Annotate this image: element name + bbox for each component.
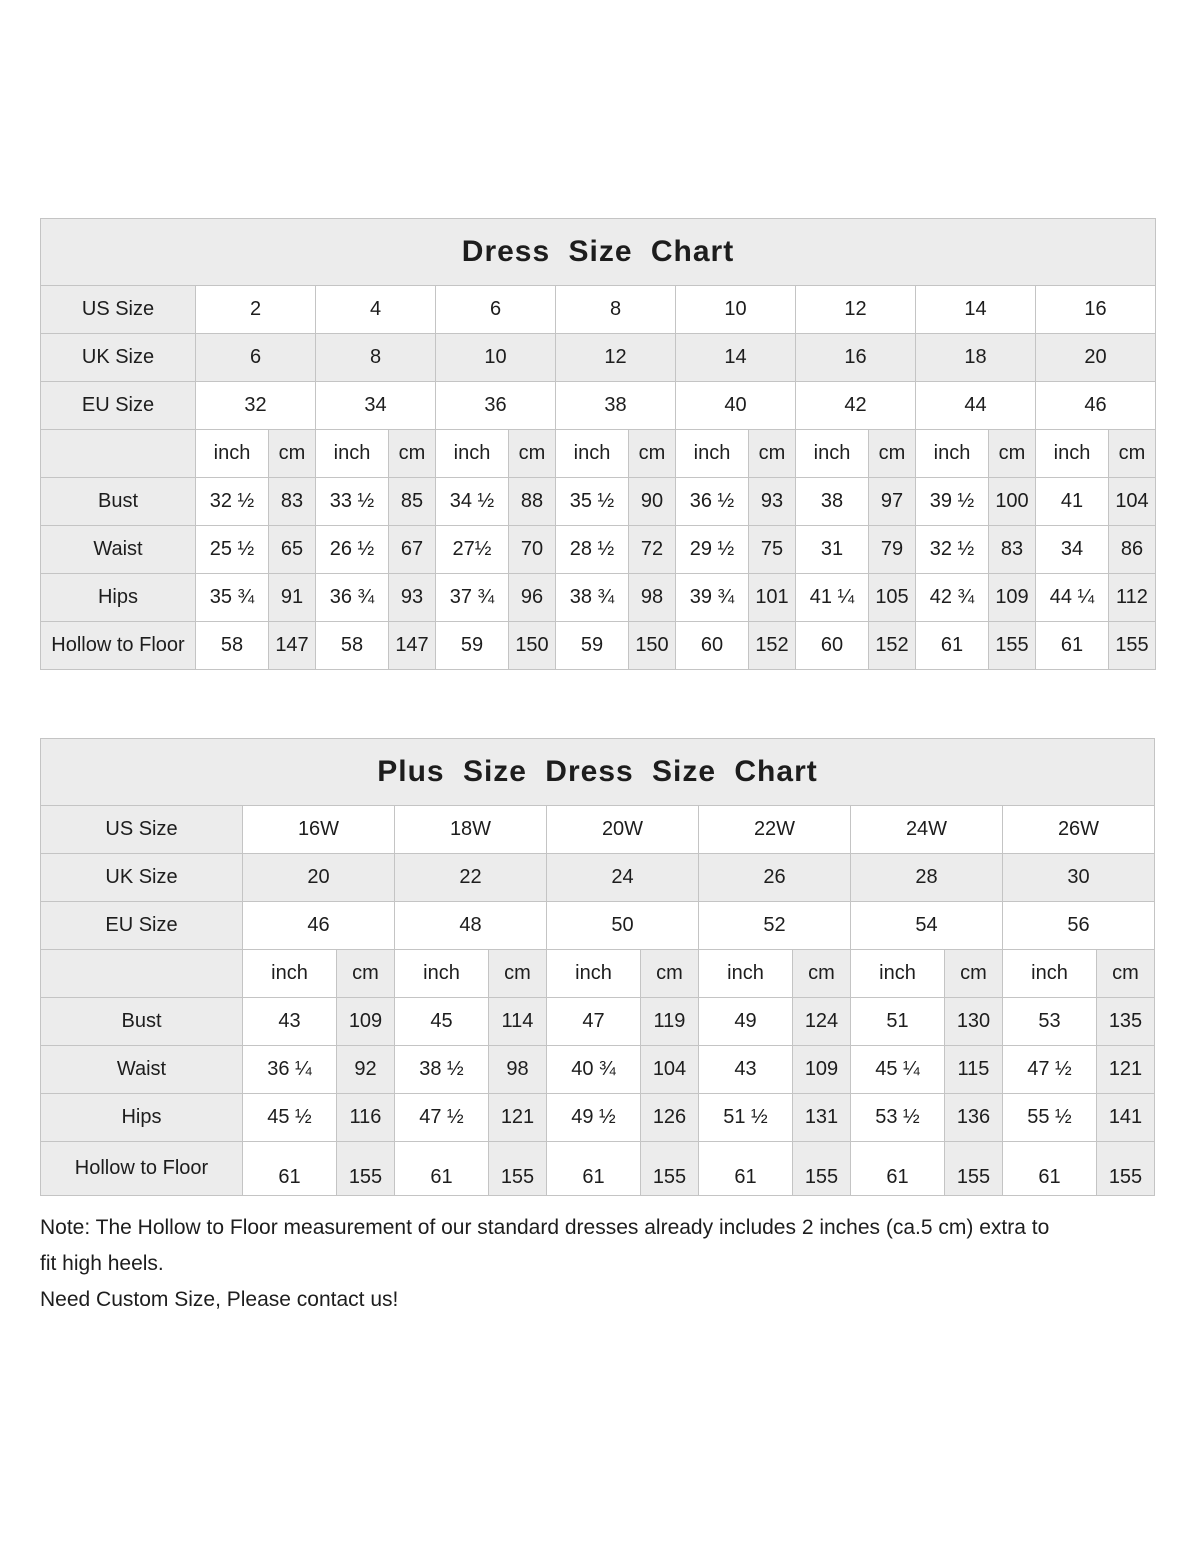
bust-row bbox=[41, 478, 1156, 526]
waist-inch-value: 43 bbox=[699, 1046, 793, 1094]
unit-inch-header: inch bbox=[851, 950, 945, 998]
us-size-value: 4 bbox=[316, 286, 436, 334]
unit-cm-header: cm bbox=[489, 950, 547, 998]
hips-inch-value: 47 ½ bbox=[395, 1094, 489, 1142]
unit-header-row bbox=[41, 950, 1155, 998]
hollow-cm-value: 147 bbox=[269, 622, 316, 670]
unit-cm-header: cm bbox=[641, 950, 699, 998]
unit-cm-header: cm bbox=[869, 430, 916, 478]
bust-inch-value: 34 ½ bbox=[436, 478, 509, 526]
hips-cm-value: 121 bbox=[489, 1094, 547, 1142]
bust-inch-value: 51 bbox=[851, 998, 945, 1046]
us-size-value: 26W bbox=[1003, 806, 1155, 854]
unit-inch-header: inch bbox=[1003, 950, 1097, 998]
hips-cm-value: 93 bbox=[389, 574, 436, 622]
unit-inch-header: inch bbox=[243, 950, 337, 998]
unit-cm-header: cm bbox=[793, 950, 851, 998]
bust-inch-value: 38 bbox=[796, 478, 869, 526]
eu-size-value: 46 bbox=[243, 902, 395, 950]
unit-inch-header: inch bbox=[196, 430, 269, 478]
row-label-uk-size: UK Size bbox=[41, 334, 196, 382]
unit-inch-header: inch bbox=[699, 950, 793, 998]
waist-cm-value: 115 bbox=[945, 1046, 1003, 1094]
unit-inch-header: inch bbox=[916, 430, 989, 478]
waist-cm-value: 121 bbox=[1097, 1046, 1155, 1094]
hips-inch-value: 44 ¼ bbox=[1036, 574, 1109, 622]
hips-cm-value: 116 bbox=[337, 1094, 395, 1142]
hips-row bbox=[41, 1094, 1155, 1142]
eu-size-value: 54 bbox=[851, 902, 1003, 950]
uk-size-value: 20 bbox=[1036, 334, 1156, 382]
hollow-inch-value: 61 bbox=[916, 622, 989, 670]
waist-inch-value: 26 ½ bbox=[316, 526, 389, 574]
bust-cm-value: 119 bbox=[641, 998, 699, 1046]
row-label-waist: Waist bbox=[41, 526, 196, 574]
unit-header-row bbox=[41, 430, 1156, 478]
hollow-to-floor-row bbox=[41, 622, 1156, 670]
unit-cm-header: cm bbox=[945, 950, 1003, 998]
hips-inch-value: 39 ¾ bbox=[676, 574, 749, 622]
waist-row bbox=[41, 1046, 1155, 1094]
empty-corner-cell bbox=[41, 950, 243, 998]
hips-inch-value: 45 ½ bbox=[243, 1094, 337, 1142]
hips-inch-value: 53 ½ bbox=[851, 1094, 945, 1142]
hips-inch-value: 36 ¾ bbox=[316, 574, 389, 622]
eu-size-value: 52 bbox=[699, 902, 851, 950]
bust-inch-value: 32 ½ bbox=[196, 478, 269, 526]
unit-cm-header: cm bbox=[337, 950, 395, 998]
waist-inch-value: 25 ½ bbox=[196, 526, 269, 574]
us-size-value: 14 bbox=[916, 286, 1036, 334]
unit-inch-header: inch bbox=[395, 950, 489, 998]
uk-size-value: 12 bbox=[556, 334, 676, 382]
bust-inch-value: 33 ½ bbox=[316, 478, 389, 526]
row-label-hollow-to-floor: Hollow to Floor bbox=[41, 622, 196, 670]
bust-inch-value: 45 bbox=[395, 998, 489, 1046]
hollow-inch-value: 59 bbox=[556, 622, 629, 670]
hollow-cm-value: 152 bbox=[749, 622, 796, 670]
eu-size-value: 32 bbox=[196, 382, 316, 430]
us-size-value: 10 bbox=[676, 286, 796, 334]
eu-size-value: 56 bbox=[1003, 902, 1155, 950]
us-size-value: 18W bbox=[395, 806, 547, 854]
bust-cm-value: 100 bbox=[989, 478, 1036, 526]
uk-size-value: 22 bbox=[395, 854, 547, 902]
waist-row bbox=[41, 526, 1156, 574]
hips-cm-value: 105 bbox=[869, 574, 916, 622]
hips-inch-value: 55 ½ bbox=[1003, 1094, 1097, 1142]
unit-inch-header: inch bbox=[1036, 430, 1109, 478]
dress-size-chart-table bbox=[40, 218, 1156, 670]
bust-cm-value: 130 bbox=[945, 998, 1003, 1046]
waist-inch-value: 29 ½ bbox=[676, 526, 749, 574]
unit-cm-header: cm bbox=[1109, 430, 1156, 478]
bust-cm-value: 135 bbox=[1097, 998, 1155, 1046]
row-label-waist: Waist bbox=[41, 1046, 243, 1094]
waist-cm-value: 98 bbox=[489, 1046, 547, 1094]
eu-size-value: 48 bbox=[395, 902, 547, 950]
hips-row bbox=[41, 574, 1156, 622]
waist-inch-value: 32 ½ bbox=[916, 526, 989, 574]
unit-cm-header: cm bbox=[509, 430, 556, 478]
hips-cm-value: 109 bbox=[989, 574, 1036, 622]
unit-inch-header: inch bbox=[316, 430, 389, 478]
bust-cm-value: 88 bbox=[509, 478, 556, 526]
row-label-uk-size: UK Size bbox=[41, 854, 243, 902]
bust-cm-value: 83 bbox=[269, 478, 316, 526]
bust-cm-value: 114 bbox=[489, 998, 547, 1046]
hips-cm-value: 112 bbox=[1109, 574, 1156, 622]
hollow-inch-value: 61 bbox=[699, 1142, 793, 1196]
eu-size-value: 40 bbox=[676, 382, 796, 430]
hips-inch-value: 42 ¾ bbox=[916, 574, 989, 622]
waist-cm-value: 75 bbox=[749, 526, 796, 574]
uk-size-row bbox=[41, 854, 1155, 902]
uk-size-value: 10 bbox=[436, 334, 556, 382]
us-size-row bbox=[41, 806, 1155, 854]
hips-cm-value: 91 bbox=[269, 574, 316, 622]
us-size-value: 20W bbox=[547, 806, 699, 854]
row-label-bust: Bust bbox=[41, 478, 196, 526]
hips-cm-value: 126 bbox=[641, 1094, 699, 1142]
uk-size-value: 30 bbox=[1003, 854, 1155, 902]
uk-size-value: 28 bbox=[851, 854, 1003, 902]
eu-size-value: 36 bbox=[436, 382, 556, 430]
unit-cm-header: cm bbox=[389, 430, 436, 478]
uk-size-value: 14 bbox=[676, 334, 796, 382]
waist-inch-value: 38 ½ bbox=[395, 1046, 489, 1094]
uk-size-value: 20 bbox=[243, 854, 395, 902]
row-label-hips: Hips bbox=[41, 1094, 243, 1142]
bust-cm-value: 104 bbox=[1109, 478, 1156, 526]
hollow-cm-value: 147 bbox=[389, 622, 436, 670]
hollow-inch-value: 61 bbox=[395, 1142, 489, 1196]
row-label-eu-size: EU Size bbox=[41, 902, 243, 950]
us-size-value: 6 bbox=[436, 286, 556, 334]
us-size-value: 8 bbox=[556, 286, 676, 334]
bust-inch-value: 39 ½ bbox=[916, 478, 989, 526]
unit-cm-header: cm bbox=[1097, 950, 1155, 998]
hips-cm-value: 136 bbox=[945, 1094, 1003, 1142]
waist-cm-value: 92 bbox=[337, 1046, 395, 1094]
hollow-inch-value: 61 bbox=[851, 1142, 945, 1196]
hips-inch-value: 37 ¾ bbox=[436, 574, 509, 622]
waist-cm-value: 109 bbox=[793, 1046, 851, 1094]
unit-cm-header: cm bbox=[629, 430, 676, 478]
plus-size-chart-table bbox=[40, 738, 1155, 1196]
waist-inch-value: 47 ½ bbox=[1003, 1046, 1097, 1094]
uk-size-value: 18 bbox=[916, 334, 1036, 382]
hollow-inch-value: 61 bbox=[243, 1142, 337, 1196]
note-text bbox=[40, 1210, 1160, 1318]
bust-inch-value: 43 bbox=[243, 998, 337, 1046]
row-label-us-size: US Size bbox=[41, 286, 196, 334]
hips-inch-value: 38 ¾ bbox=[556, 574, 629, 622]
eu-size-value: 34 bbox=[316, 382, 436, 430]
uk-size-value: 16 bbox=[796, 334, 916, 382]
note-line-3: Need Custom Size, Please contact us! bbox=[40, 1288, 399, 1311]
hollow-inch-value: 60 bbox=[676, 622, 749, 670]
bust-cm-value: 90 bbox=[629, 478, 676, 526]
chart-title: Plus Size Dress Size Chart bbox=[41, 739, 1155, 806]
row-label-hips: Hips bbox=[41, 574, 196, 622]
eu-size-value: 46 bbox=[1036, 382, 1156, 430]
hollow-inch-value: 60 bbox=[796, 622, 869, 670]
chart-title: Dress Size Chart bbox=[41, 219, 1156, 286]
row-label-eu-size: EU Size bbox=[41, 382, 196, 430]
hollow-inch-value: 58 bbox=[316, 622, 389, 670]
us-size-value: 16W bbox=[243, 806, 395, 854]
us-size-value: 16 bbox=[1036, 286, 1156, 334]
eu-size-row bbox=[41, 902, 1155, 950]
waist-inch-value: 28 ½ bbox=[556, 526, 629, 574]
bust-cm-value: 109 bbox=[337, 998, 395, 1046]
bust-inch-value: 47 bbox=[547, 998, 641, 1046]
uk-size-value: 6 bbox=[196, 334, 316, 382]
unit-inch-header: inch bbox=[547, 950, 641, 998]
hollow-cm-value: 150 bbox=[509, 622, 556, 670]
hollow-to-floor-row bbox=[41, 1142, 1155, 1196]
row-label-us-size: US Size bbox=[41, 806, 243, 854]
us-size-row bbox=[41, 286, 1156, 334]
us-size-value: 2 bbox=[196, 286, 316, 334]
eu-size-value: 50 bbox=[547, 902, 699, 950]
bust-cm-value: 85 bbox=[389, 478, 436, 526]
waist-inch-value: 27½ bbox=[436, 526, 509, 574]
uk-size-value: 8 bbox=[316, 334, 436, 382]
hollow-cm-value: 155 bbox=[793, 1142, 851, 1196]
us-size-value: 12 bbox=[796, 286, 916, 334]
hips-cm-value: 96 bbox=[509, 574, 556, 622]
waist-inch-value: 36 ¼ bbox=[243, 1046, 337, 1094]
waist-inch-value: 34 bbox=[1036, 526, 1109, 574]
hollow-cm-value: 155 bbox=[1097, 1142, 1155, 1196]
row-label-hollow-to-floor: Hollow to Floor bbox=[41, 1142, 243, 1196]
bust-inch-value: 53 bbox=[1003, 998, 1097, 1046]
bust-inch-value: 49 bbox=[699, 998, 793, 1046]
hollow-inch-value: 61 bbox=[1036, 622, 1109, 670]
hollow-cm-value: 155 bbox=[945, 1142, 1003, 1196]
unit-cm-header: cm bbox=[749, 430, 796, 478]
hollow-cm-value: 155 bbox=[1109, 622, 1156, 670]
eu-size-value: 38 bbox=[556, 382, 676, 430]
hips-inch-value: 35 ¾ bbox=[196, 574, 269, 622]
waist-cm-value: 72 bbox=[629, 526, 676, 574]
waist-cm-value: 79 bbox=[869, 526, 916, 574]
note-line-1: Note: The Hollow to Floor measurement of our standard dresses already includes 2 inches (ca.5 cm) extra to bbox=[40, 1216, 1050, 1239]
hollow-inch-value: 58 bbox=[196, 622, 269, 670]
unit-cm-header: cm bbox=[269, 430, 316, 478]
waist-cm-value: 65 bbox=[269, 526, 316, 574]
waist-cm-value: 83 bbox=[989, 526, 1036, 574]
bust-inch-value: 36 ½ bbox=[676, 478, 749, 526]
unit-inch-header: inch bbox=[796, 430, 869, 478]
waist-cm-value: 67 bbox=[389, 526, 436, 574]
eu-size-value: 42 bbox=[796, 382, 916, 430]
unit-inch-header: inch bbox=[436, 430, 509, 478]
hollow-cm-value: 152 bbox=[869, 622, 916, 670]
title-row bbox=[41, 219, 1156, 286]
hips-cm-value: 131 bbox=[793, 1094, 851, 1142]
bust-cm-value: 124 bbox=[793, 998, 851, 1046]
eu-size-value: 44 bbox=[916, 382, 1036, 430]
hips-cm-value: 98 bbox=[629, 574, 676, 622]
us-size-value: 22W bbox=[699, 806, 851, 854]
hips-cm-value: 141 bbox=[1097, 1094, 1155, 1142]
unit-inch-header: inch bbox=[676, 430, 749, 478]
hollow-cm-value: 155 bbox=[337, 1142, 395, 1196]
hips-inch-value: 49 ½ bbox=[547, 1094, 641, 1142]
bust-row bbox=[41, 998, 1155, 1046]
hips-inch-value: 41 ¼ bbox=[796, 574, 869, 622]
bust-inch-value: 35 ½ bbox=[556, 478, 629, 526]
uk-size-value: 24 bbox=[547, 854, 699, 902]
note-line-2: fit high heels. bbox=[40, 1252, 164, 1275]
hips-inch-value: 51 ½ bbox=[699, 1094, 793, 1142]
bust-inch-value: 41 bbox=[1036, 478, 1109, 526]
uk-size-value: 26 bbox=[699, 854, 851, 902]
waist-cm-value: 86 bbox=[1109, 526, 1156, 574]
hollow-cm-value: 150 bbox=[629, 622, 676, 670]
eu-size-row bbox=[41, 382, 1156, 430]
unit-inch-header: inch bbox=[556, 430, 629, 478]
waist-cm-value: 104 bbox=[641, 1046, 699, 1094]
waist-cm-value: 70 bbox=[509, 526, 556, 574]
hollow-cm-value: 155 bbox=[489, 1142, 547, 1196]
waist-inch-value: 40 ¾ bbox=[547, 1046, 641, 1094]
hollow-inch-value: 61 bbox=[547, 1142, 641, 1196]
row-label-bust: Bust bbox=[41, 998, 243, 1046]
hips-cm-value: 101 bbox=[749, 574, 796, 622]
title-row bbox=[41, 739, 1155, 806]
waist-inch-value: 45 ¼ bbox=[851, 1046, 945, 1094]
hollow-cm-value: 155 bbox=[989, 622, 1036, 670]
waist-inch-value: 31 bbox=[796, 526, 869, 574]
hollow-cm-value: 155 bbox=[641, 1142, 699, 1196]
hollow-inch-value: 61 bbox=[1003, 1142, 1097, 1196]
uk-size-row bbox=[41, 334, 1156, 382]
bust-cm-value: 97 bbox=[869, 478, 916, 526]
bust-cm-value: 93 bbox=[749, 478, 796, 526]
hollow-inch-value: 59 bbox=[436, 622, 509, 670]
empty-corner-cell bbox=[41, 430, 196, 478]
unit-cm-header: cm bbox=[989, 430, 1036, 478]
us-size-value: 24W bbox=[851, 806, 1003, 854]
